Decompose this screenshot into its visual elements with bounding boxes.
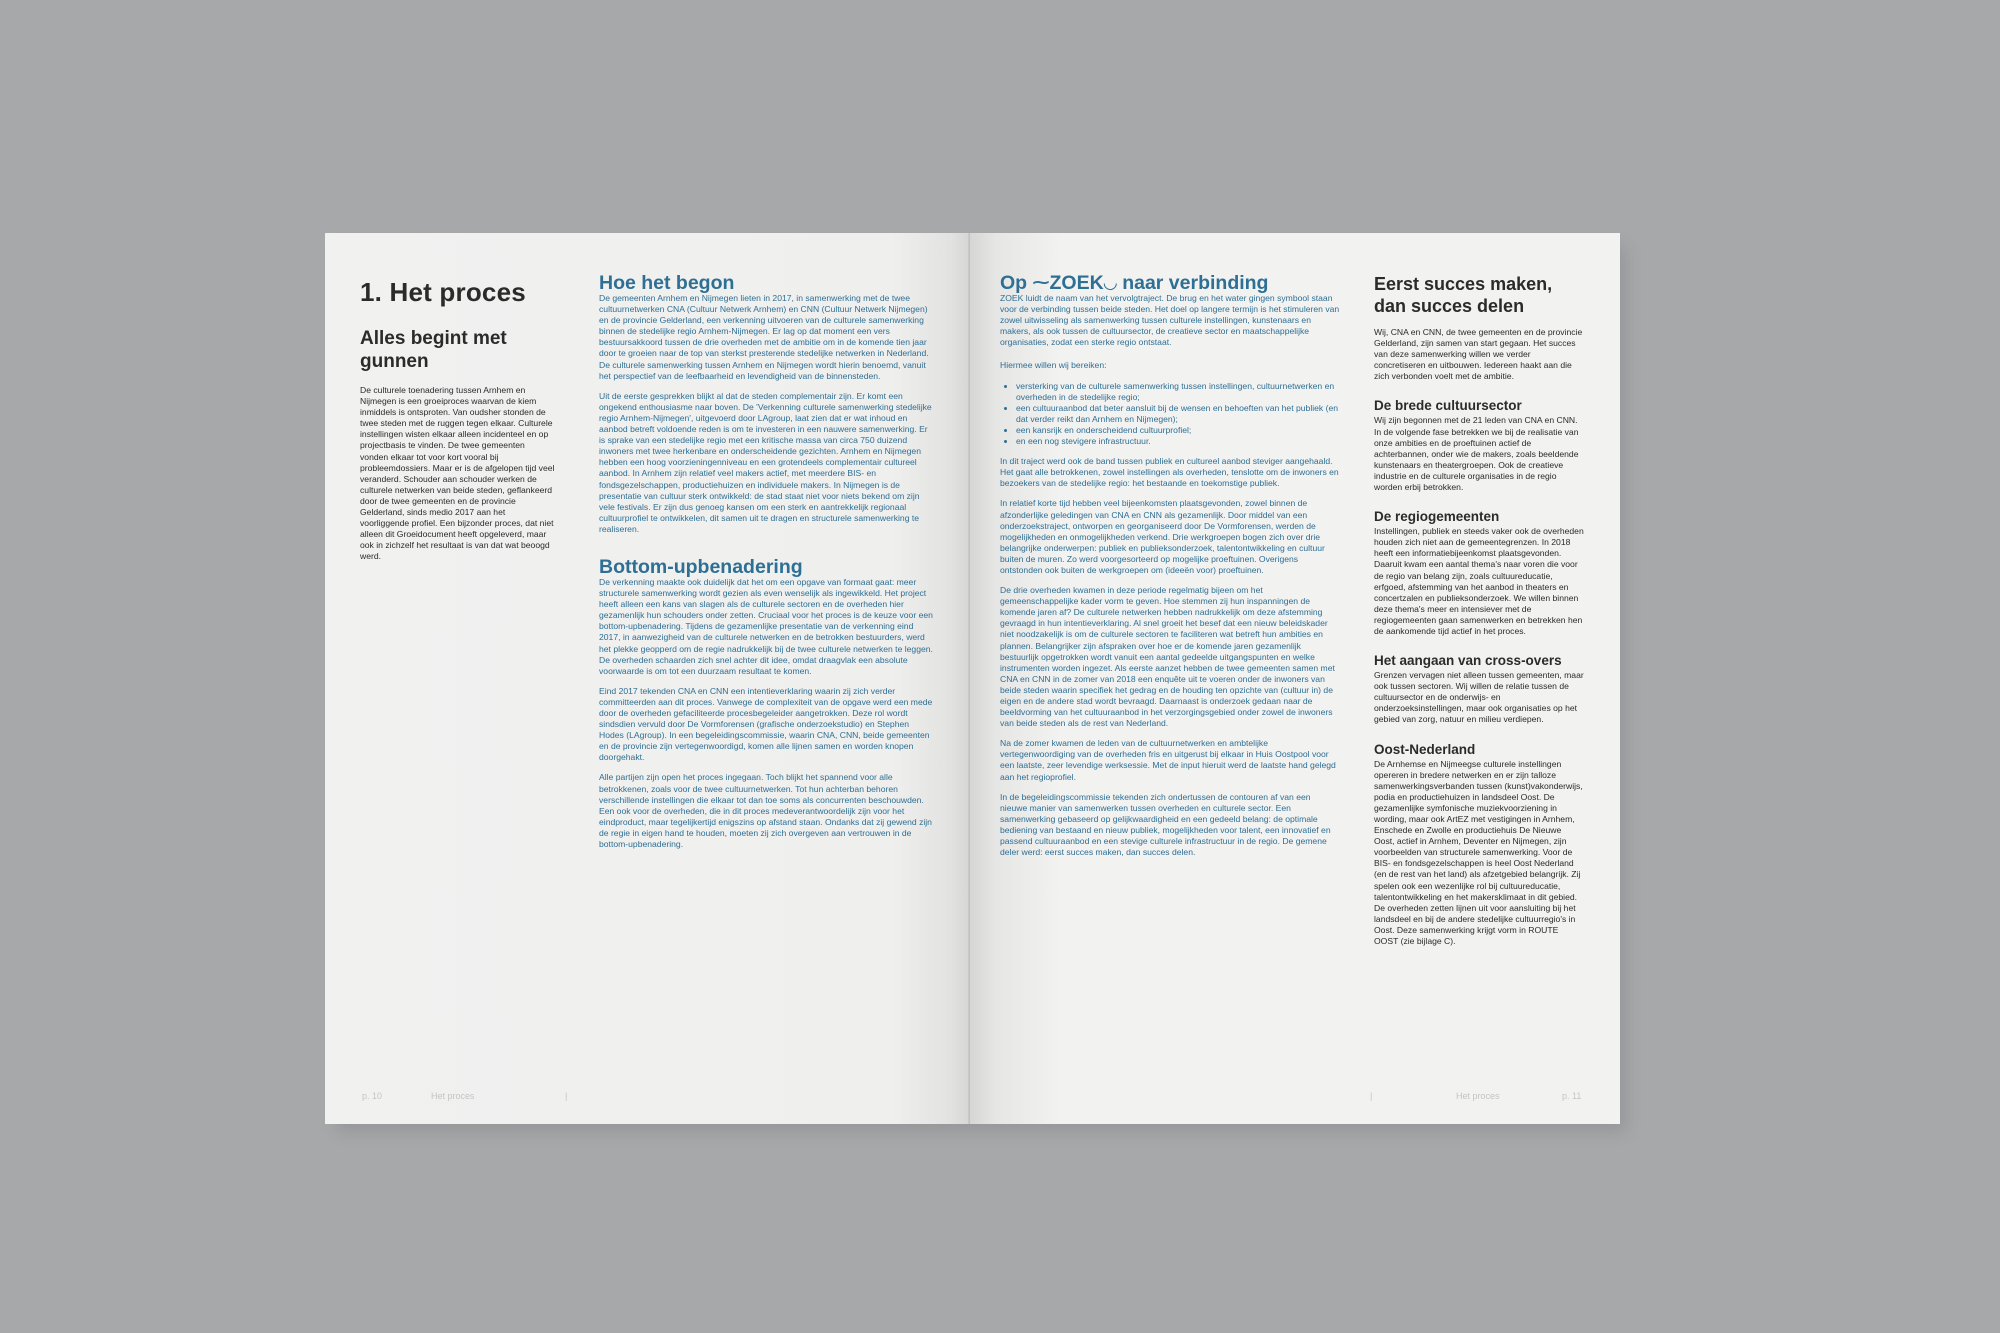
paragraph: De drie overheden kwamen in deze periode regelmatig bijeen om het gemeenschappelijke kader vorm te geven. Hoe stemmen zij hun inspanningen de komende jaren af? De culturele netwerken hebben nadrukkelijk om deze afstemming gevraagd in hun intentieverklaring. Al snel groeit het besef dat een nieuw beleidskader niet noodzakelijk is om de culturele sectoren te faciliteren wat betreft hun ambities en plannen. Belangrijker zijn afspraken over hoe er de komende jaren gezamenlijk bestuurlijk opgetrokken wordt vanuit een aantal gedeelde uitgangspunten en welke instrumenten worden ingezet. Als eerste aanzet hebben de twee gemeenten samen met CNA en CNN in de zomer van 2018 een enquête uit te voeren onder de inwoners van beide steden waarin specifiek het gedrag en de houding ten opzichte van (cultuur in) de eigen en de andere stad wordt bevraagd. Daarnaast is onderzoek gedaan naar de beeldvorming van het cultuuraanbod in het verzorgingsgebied onder zowel de inwoners van beide steden als de rest van Nederland. — [1000, 585, 1335, 729]
footer-divider: | — [565, 1091, 568, 1101]
heading-brede-cultuursector: De brede cultuursector — [1374, 398, 1522, 414]
paragraph: Instellingen, publiek en steeds vaker ook de overheden houden zich niet aan de gemeentegrenzen. In 2018 heeft een informatiebijeenkomst plaatsgevonden. Daaruit kwam een aantal thema's naar voren die voor de regio van belang zijn, zoals cultuureducatie, erfgoed, afstemming van het aanbod in theaters en concertzalen en publieksonderzoek. We willen binnen deze thema's meer en intensiever met de regiogemeenten gaan samenwerken en betrekken hen de aankomende tijd actief in het proces. — [1374, 526, 1584, 636]
list-item: • versterking van de culturele samenwerking tussen instellingen, cultuurnetwerken en overheden in de stedelijke regio; — [1016, 381, 1340, 403]
heading-bottom-upbenadering: Bottom-upbenadering — [599, 555, 803, 578]
list-item: • een kansrijk en onderscheidend cultuurprofiel; — [1016, 425, 1340, 436]
goals-list — [1000, 381, 1340, 448]
intro-paragraph: De culturele toenadering tussen Arnhem en Nijmegen is een groeiproces waarvan de kiem inmiddels is ontsproten. Van oudsher stonden de twee steden met de ruggen tegen elkaar. Culturele instellingen wisten elkaar alleen incidenteel en op projectbasis te vinden. De twee gemeenten vonden elkaar tot voor kort vooral bij probleemdossiers. Maar er is de afgelopen tijd veel veranderd. Schouder aan schouder werken de culturele netwerken van beide steden, geflankeerd door de twee gemeenten en de provincie Gelderland, sinds medio 2017 aan het voorliggende profiel. Een bijzonder proces, dat niet alleen dit Groeidocument heeft opgeleverd, maar ook in zichzelf het resultaat is van dat wat beoogd werd. — [360, 385, 555, 562]
paragraph: Grenzen vervagen niet alleen tussen gemeenten, maar ook tussen sectoren. Wij willen de relatie tussen de cultuursector en de onderwijs- en onderzoeksinstellingen, maar ook organisaties op het gebied van zorg, natuur en milieu verdiepen. — [1374, 670, 1584, 725]
running-footer: Het proces — [431, 1091, 475, 1101]
list-item: • en een nog stevigere infrastructuur. — [1016, 436, 1340, 447]
paragraph: ZOEK luidt de naam van het vervolgtraject. De brug en het water gingen symbool staan voor de verbinding tussen beide steden. Het doel op langere termijn is het stimuleren van zowel uitwisseling als samenwerking tussen culturele instellingen, kunstenaars en makers, als ook tussen de cultuursector, de creatieve sector en maatschappelijke organisaties, zodat een sterke regio ontstaat. — [1000, 293, 1340, 348]
paragraph: In de begeleidingscommissie tekenden zich ondertussen de contouren af van een nieuwe manier van samenwerken tussen overheden en culturele sector. Een samenwerking gebaseerd op gelijkwaardigheid en een gedeeld belang: de optimale bediening van bestaand en nieuw publiek, mogelijkheden voor talent, een innovatief en passend cultuuraanbod en een stevige culturele infrastructuur in de regio. De gemene deler werd: eerst succes maken, dan succes delen. — [1000, 791, 1331, 858]
heading-cross-overs: Het aangaan van cross-overs — [1374, 653, 1562, 669]
left-column-intro — [360, 277, 555, 572]
bullet-intro: Hiermee willen wij bereiken: — [1000, 360, 1107, 371]
paragraph: Alle partijen zijn open het proces ingegaan. Toch blijkt het spannend voor alle betrokkenen, zoals voor de twee cultuurnetwerken. Tot hun achterban behoren verschillende instellingen die elkaar tot dan toe soms als concurrenten beschouwden. Een ook voor de overheden, die in dit proces medeverantwoordelijk zijn voor het eindproduct, maar tegelijkertijd enigszins op afstand staan. Ondanks dat zij gewend zijn de regie in eigen hand te houden, moeten zij zich overgeven aan vertrouwen in de bottom-upbenadering. — [599, 772, 932, 850]
heading-regiogemeenten: De regiogemeenten — [1374, 509, 1500, 525]
left-page — [325, 233, 970, 1124]
heading-op-zoek — [1000, 273, 1340, 293]
paragraph: Wij zijn begonnen met de 21 leden van CNA en CNN. In de volgende fase betrekken we bij de realisatie van onze ambities en de proeftuinen actief de achterbannen, onder wie de makers, zoals beeldende kunstenaars en theatergroepen. Ook de creatieve industrie en de culturele organisaties in de regio worden erbij betrokken. — [1374, 415, 1579, 493]
chapter-title: 1. Het proces — [360, 277, 526, 307]
paragraph: Uit de eerste gesprekken blijkt al dat de steden complementair zijn. Er komt een ongekend enthousiasme naar boven. De 'Verkenning culturele samenwerking stedelijke regio Arnhem-Nijmegen', uitgevoerd door LAgroup, laat zien dat er wat inhoud en aanbod betreft voldoende reden is om te investeren in een nauwere samenwerking. Er is sprake van een stedelijke regio met een kritische massa van circa 750 duizend inwoners met twee herkenbare en onderscheidende gezichten. Arnhem en Nijmegen hebben een hoog voorzieningenniveau en een grotendeels complementair cultureel aanbod. In Arnhem zijn relatief veel makers actief, met meerdere BIS- en fondsgezelschappen, productiehuizen en individuele makers. In Nijmegen is de presentatie van cultuur sterk ontwikkeld: de stad staat niet voor niets bekend om zijn vele festivals. Er zijn dus genoeg kansen om een sterk en aantrekkelijk regionaal cultuurprofiel te ontwikkelen, dit samen uit te dragen en structurele samenwerking te realiseren. — [599, 390, 932, 534]
page-number: p. 10 — [362, 1091, 383, 1101]
heading-hoe-het-begon: Hoe het begon — [599, 272, 735, 294]
paragraph: Na de zomer kwamen de leden van de cultuurnetwerken en ambtelijke vertegenwoordiging van de overheden fris en uitgerust bij elkaar in Huis Oostpool voor een laatste, zeer levendige werksessie. Met de input hieruit werd de laatste hand gelegd aan het regioprofiel. — [1000, 738, 1336, 782]
paragraph: De gemeenten Arnhem en Nijmegen lieten in 2017, in samenwerking met de twee cultuurnetwerken CNA (Cultuur Netwerk Arnhem) en CNN (Cultuur Netwerk Nijmegen) en de provincie Gelderland, een verkenning uitvoeren van de culturele samenwerking binnen de stedelijke regio Arnhem-Nijmegen. Er lag op dat moment een vers bestuursakkoord tussen de drie overheden met de ambitie om in de komende tien jaar door te groeien naar de top van sterkst presterende stedelijke netwerken in Nederland. De culturele samenwerking tussen Arnhem en Nijmegen wordt hierin benoemd, vanuit het perspectief van de leefbaarheid en levendigheid van de binnensteden. — [599, 293, 929, 381]
left-column-main — [599, 273, 934, 859]
wave-right-icon: ◡ — [1103, 273, 1117, 292]
heading-zoek-word: ZOEK — [1049, 272, 1104, 294]
paragraph: In dit traject werd ook de band tussen publiek en cultureel aanbod steviger aangehaald. Het gaat alle betrokkenen, zowel instellingen als overheden, tenslotte om de inwoners en bezoekers van de stedelijke regio: het bestaande en toekomstige publiek. — [1000, 456, 1339, 489]
paragraph: De verkenning maakte ook duidelijk dat het om een opgave van formaat gaat: meer structurele samenwerking wordt gezien als even wenselijk als ingewikkeld. Het project heeft alleen een kans van slagen als de culturele sectoren en de overheden hier gezamenlijk hun schouders onder zetten. Cruciaal voor het proces is de keuze voor een bottom-upbenadering. Tijdens de gezamenlijke presentatie van de verkenning eind 2017, in aanwezigheid van de culturele netwerken en de betrokken bestuurders, werd het plekke geopperd om de regie nadrukkelijk bij de twee culturele netwerken te leggen. De overheden schaarden zich snel achter dit idee, omdat draagvlak een absolute voorwaarde is om tot een duurzaam resultaat te komen. — [599, 576, 933, 676]
paragraph: In relatief korte tijd hebben veel bijeenkomsten plaatsgevonden, zowel binnen de afzonderlijke geledingen van CNA en CNN als gezamenlijk. Door middel van een onderzoekstraject, ontworpen en georganiseerd door De Vormforensen, werden de mogelijkheden en onmogelijkheden verkend. Drie werkgroepen bogen zich over drie belangrijke onderwerpen: publiek en publieksonderzoek, talentontwikkeling en cultuur buiten de muren. Zo werd voorgesorteerd op mogelijke proeftuinen. Overigens ontstonden ook buiten de werkgroepen om (ideeën voor) proeftuinen. — [1000, 498, 1325, 575]
right-column-main — [1000, 273, 1340, 867]
wave-left-icon: ⁓ — [1032, 273, 1050, 292]
section-subtitle: Alles begint met gunnen — [360, 328, 507, 372]
right-page — [970, 233, 1620, 1124]
heading-oost-nederland: Oost-Nederland — [1374, 741, 1476, 757]
running-footer: Het proces — [1456, 1091, 1500, 1101]
heading-op-zoek-post: naar verbinding — [1122, 272, 1269, 294]
sidebar-intro: Wij, CNA en CNN, de twee gemeenten en de provincie Gelderland, zijn samen van start gegaan. Het succes van deze samenwerking willen we verder concretiseren en uitbouwen. Iedereen haakt aan die zich verbonden voelt met de ambitie. — [1374, 327, 1583, 382]
list-item: • een cultuuraanbod dat beter aansluit bij de wensen en behoeften van het publiek (en dat verder reikt dan Arnhem en Nijmegen); — [1016, 403, 1340, 425]
paragraph: Eind 2017 tekenden CNA en CNN een intentieverklaring waarin zij zich verder committeerden aan dit proces. Vanwege de complexiteit van de opgave werd een mede door de overheden gefaciliteerde procesbegeleider aangetrokken. Deze rol wordt sindsdien vervuld door De Vormforensen (grafische onderzoekstudio) en Stephen Hodes (LAgroup). In een begeleidingscommissie, waarin CNA, CNN, beide gemeenten en de provincie zijn vertegenwoordigd, komen alle lijnen samen en worden knopen doorgehakt. — [599, 685, 933, 763]
footer-divider: | — [1370, 1091, 1373, 1101]
sidebar-title: Eerst succes maken, dan succes delen — [1374, 274, 1553, 316]
right-column-sidebar — [1374, 273, 1584, 956]
paragraph: De Arnhemse en Nijmeegse culturele instellingen opereren in bredere netwerken en er zijn talloze samenwerkingsverbanden tussen (kunst)vakonderwijs, podia en productiehuizen in landsdeel Oost. De gezamenlijke symfonische muziekvoorziening in wording, maar ook ArtEZ met vestigingen in Arnhem, Enschede en Zwolle en productiehuis De Nieuwe Oost, actief in Arnhem, Deventer en Nijmegen, zijn voorbeelden van structurele samenwerking. Voor de BIS- en fondsgezelschappen is heel Oost Nederland (en de rest van het land) als afzetgebied belangrijk. Zij spelen ook een wezenlijke rol bij cultuureducatie, talentontwikkeling en het makersklimaat in dit gebied. De overheden zetten lijnen uit voor aansluiting bij het landsdeel en bij de andere stedelijke cultuurregio's in Oost. Deze samenwerking krijgt vorm in ROUTE OOST (zie bijlage C). — [1374, 758, 1583, 947]
page-number: p. 11 — [1562, 1091, 1582, 1101]
heading-op-zoek-pre: Op — [1000, 272, 1028, 294]
